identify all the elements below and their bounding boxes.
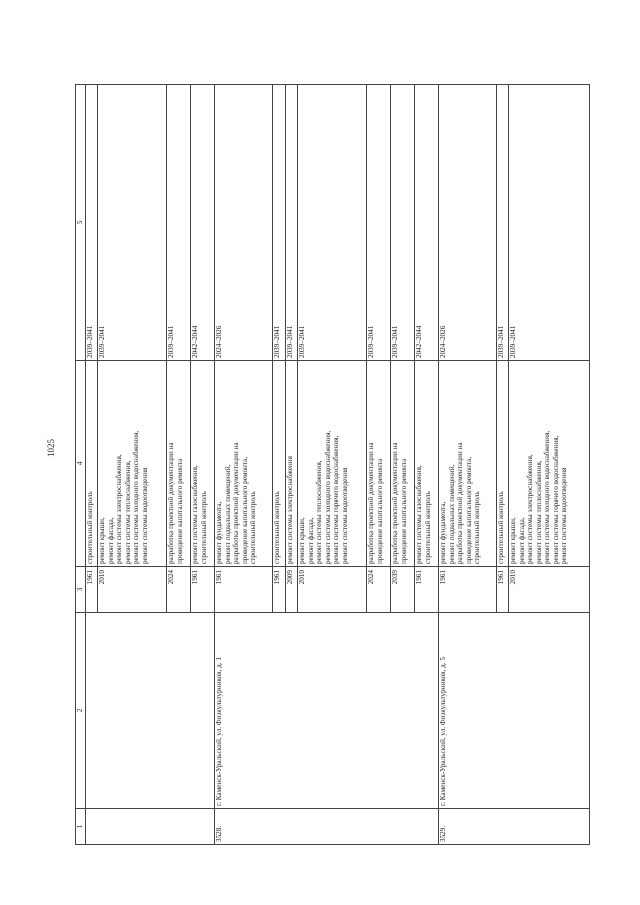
header-cell-1: 1 — [76, 809, 86, 845]
planned-period: 2039–2041 — [98, 85, 167, 361]
work-item: проведение капитального ремонта — [375, 458, 384, 564]
work-item: ремонт системы электроснабжения, — [115, 454, 124, 564]
planned-period: 2024–2026 — [215, 85, 273, 361]
last-repair-year: 1961 — [85, 567, 98, 613]
work-item: проведение капитального ремонта, — [240, 456, 249, 564]
work-item: ремонт фасада, — [517, 517, 526, 564]
work-item: ремонт системы теплоснабжения, — [534, 460, 543, 564]
last-repair-year: 2024 — [367, 567, 391, 613]
work-item: строительный контроль — [199, 491, 208, 564]
work-item: ремонт крыши, — [298, 517, 307, 564]
work-item: ремонт фундамента, — [215, 501, 224, 564]
work-item: разработка проектной документации на — [167, 442, 176, 564]
last-repair-year: 2039 — [391, 567, 415, 613]
last-repair-year: 1961 — [415, 567, 439, 613]
work-item: ремонт фундамента, — [439, 501, 448, 564]
work-item: проведение капитального ремонта — [399, 458, 408, 564]
work-item: строительный контроль — [85, 491, 94, 564]
planned-period: 2024–2026 — [439, 85, 497, 361]
work-types — [509, 361, 590, 567]
planned-period: 2039–2041 — [85, 85, 98, 361]
object-number: 3528. — [215, 809, 439, 845]
work-item: ремонт системы электроснабжения — [285, 456, 294, 564]
last-repair-year: 2024 — [167, 567, 191, 613]
work-types — [439, 361, 497, 567]
last-repair-year: 1961 — [496, 567, 509, 613]
header-cell-2: 2 — [76, 613, 86, 809]
table-row — [439, 85, 497, 845]
work-item: ремонт крыши, — [98, 517, 107, 564]
object-number: 3529. — [439, 809, 590, 845]
planned-period: 2039–2041 — [167, 85, 191, 361]
last-repair-year: 1961 — [191, 567, 215, 613]
work-item: ремонт системы водоотведения — [140, 467, 149, 564]
work-types — [215, 361, 273, 567]
work-types — [415, 361, 439, 567]
last-repair-year: 2010 — [509, 567, 590, 613]
work-types — [285, 361, 298, 567]
header-cell-3: 3 — [76, 567, 86, 613]
work-item: ремонт фасада, — [306, 517, 315, 564]
work-item: строительный контроль — [496, 491, 505, 564]
work-item: строительный контроль — [272, 491, 281, 564]
table-body — [76, 85, 590, 845]
work-item: разработка проектной документации на — [232, 442, 241, 564]
last-repair-year: 2010 — [298, 567, 367, 613]
work-item: ремонт подвальных помещений, — [223, 464, 232, 564]
work-types — [191, 361, 215, 567]
work-item: проведение капитального ремонта — [175, 458, 184, 564]
planned-period: 2042–2044 — [191, 85, 215, 361]
work-item: ремонт системы горячего водоснабжения, — [551, 435, 560, 564]
work-item: ремонт системы холодного водоснабжения, — [543, 430, 552, 564]
work-item: ремонт системы водоотведения — [560, 467, 569, 564]
work-item: ремонт системы теплоснабжения, — [315, 460, 324, 564]
work-item: ремонт фасада, — [106, 517, 115, 564]
work-item: ремонт системы горячего водоснабжения, — [332, 435, 341, 564]
work-item: разработка проектной документации на — [456, 442, 465, 564]
planned-period: 2039–2041 — [298, 85, 367, 361]
last-repair-year: 1961 — [439, 567, 497, 613]
work-types — [496, 361, 509, 567]
work-item: разработка проектной документации на — [391, 442, 400, 564]
work-item: ремонт системы холодного водоснабжения, — [132, 430, 141, 564]
work-item: строительный контроль — [249, 491, 258, 564]
work-item: ремонт системы холодного водоснабжения, — [323, 430, 332, 564]
work-item: разработка проектной документации на — [367, 442, 376, 564]
work-item: ремонт подвальных помещений, — [447, 464, 456, 564]
last-repair-year: 1961 — [215, 567, 273, 613]
planned-period: 2039–2041 — [496, 85, 509, 361]
work-item: ремонт системы электроснабжения, — [526, 454, 535, 564]
work-item: ремонт системы водоотведения — [340, 467, 349, 564]
rotated-table-wrapper — [75, 85, 590, 845]
planned-period: 2039–2041 — [509, 85, 590, 361]
work-item: ремонт системы газоснабжения, — [415, 465, 424, 564]
work-types — [85, 361, 98, 567]
planned-period: 2042–2044 — [415, 85, 439, 361]
work-types — [391, 361, 415, 567]
planned-period: 2039–2041 — [272, 85, 285, 361]
last-repair-year: 2009 — [285, 567, 298, 613]
last-repair-year: 2010 — [98, 567, 167, 613]
work-item: проведение капитального ремонта, — [464, 456, 473, 564]
planned-period: 2039–2041 — [367, 85, 391, 361]
object-address — [85, 613, 215, 809]
work-types — [367, 361, 391, 567]
header-cell-5: 5 — [76, 85, 86, 361]
table-row — [215, 85, 273, 845]
work-item: ремонт системы газоснабжения, — [191, 465, 200, 564]
planned-period: 2039–2041 — [391, 85, 415, 361]
work-item: строительный контроль — [473, 491, 482, 564]
header-cell-4: 4 — [76, 361, 86, 567]
work-item: строительный контроль — [423, 491, 432, 564]
work-types — [167, 361, 191, 567]
header-row — [76, 85, 86, 845]
page-number: 1025 — [46, 439, 56, 457]
work-types — [98, 361, 167, 567]
object-address: г. Каменск-Уральский, ул. Физкультурников, д. 5 — [439, 613, 590, 809]
object-number — [85, 809, 215, 845]
work-types — [298, 361, 367, 567]
table-row — [85, 85, 98, 845]
capital-repair-table — [75, 84, 590, 845]
work-item: ремонт системы теплоснабжения, — [123, 460, 132, 564]
object-address: г. Каменск-Уральский, ул. Физкультурников, д. 1 — [215, 613, 439, 809]
work-item: ремонт крыши, — [509, 517, 518, 564]
planned-period: 2039–2041 — [285, 85, 298, 361]
last-repair-year: 1961 — [272, 567, 285, 613]
work-types — [272, 361, 285, 567]
